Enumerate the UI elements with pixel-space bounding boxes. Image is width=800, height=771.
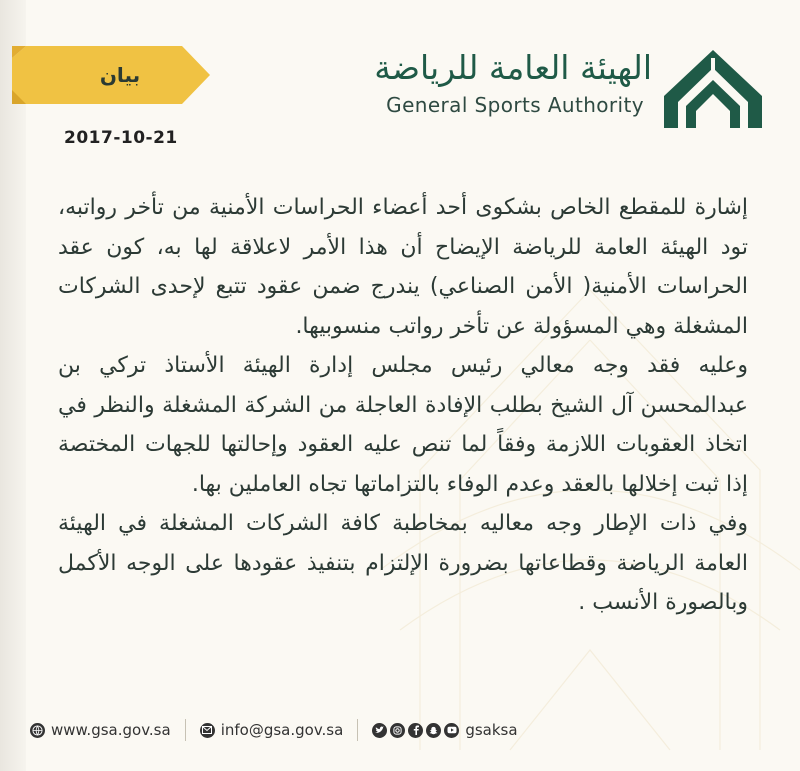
footer-divider (185, 719, 186, 741)
statement-paragraph: وعليه فقد وجه معالي رئيس مجلس إدارة الهيئة الأستاذ تركي بن عبدالمحسن آل الشيخ بطلب الإفادة العاجلة من الشركة المشغلة والنظر في اتخاذ العقوبات اللازمة وفقاً لما تنص عليه العقود وإحالتها للجهات المختصة إذا ثبت إخلالها بالعقد وعدم الوفاء بالتزاماتها تجاه العاملين بها. (58, 353, 748, 497)
gsa-logo-icon (660, 46, 766, 132)
youtube-icon[interactable] (444, 723, 459, 738)
left-edge-strip (0, 0, 26, 771)
footer-bar (30, 718, 518, 742)
mail-icon (200, 723, 215, 738)
footer-email[interactable] (200, 721, 344, 739)
globe-icon (30, 723, 45, 738)
statement-paragraph: وفي ذات الإطار وجه معاليه بمخاطبة كافة الشركات المشغلة في الهيئة العامة الرياضة وقطاعاتها بضرورة الإلتزام بتنفيذ عقودها على الوجه الأكمل وبالصورة الأنسب . (58, 511, 748, 615)
statement-date: 2017-10-21 (64, 128, 178, 148)
footer-social (372, 721, 517, 739)
twitter-icon[interactable] (372, 723, 387, 738)
badge-label: بيان (99, 63, 141, 87)
logo-english-name: General Sports Authority (386, 93, 644, 117)
logo-arabic-name: الهيئة العامة للرياضة (374, 48, 652, 87)
footer-divider (357, 719, 358, 741)
facebook-icon[interactable] (408, 723, 423, 738)
email-link[interactable]: info@gsa.gov.sa (220, 721, 344, 739)
snapchat-icon[interactable] (426, 723, 441, 738)
statement-body (58, 188, 748, 623)
social-handle[interactable]: gsaksa (465, 721, 518, 739)
footer-website[interactable] (30, 721, 171, 739)
instagram-icon[interactable] (390, 723, 405, 738)
statement-paragraph: إشارة للمقطع الخاص بشكوى أحد أعضاء الحراسات الأمنية من تأخر رواتبه، تود الهيئة العامة للرياضة الإيضاح أن هذا الأمر لاعلاقة لها به، كون عقد الحراسات الأمنية( الأمن الصناعي) يندرج ضمن عقود تتبع لإحدى الشركات المشغلة وهي المسؤولة عن تأخر رواتب منسوبيها. (58, 195, 748, 339)
website-link[interactable]: www.gsa.gov.sa (51, 721, 171, 739)
